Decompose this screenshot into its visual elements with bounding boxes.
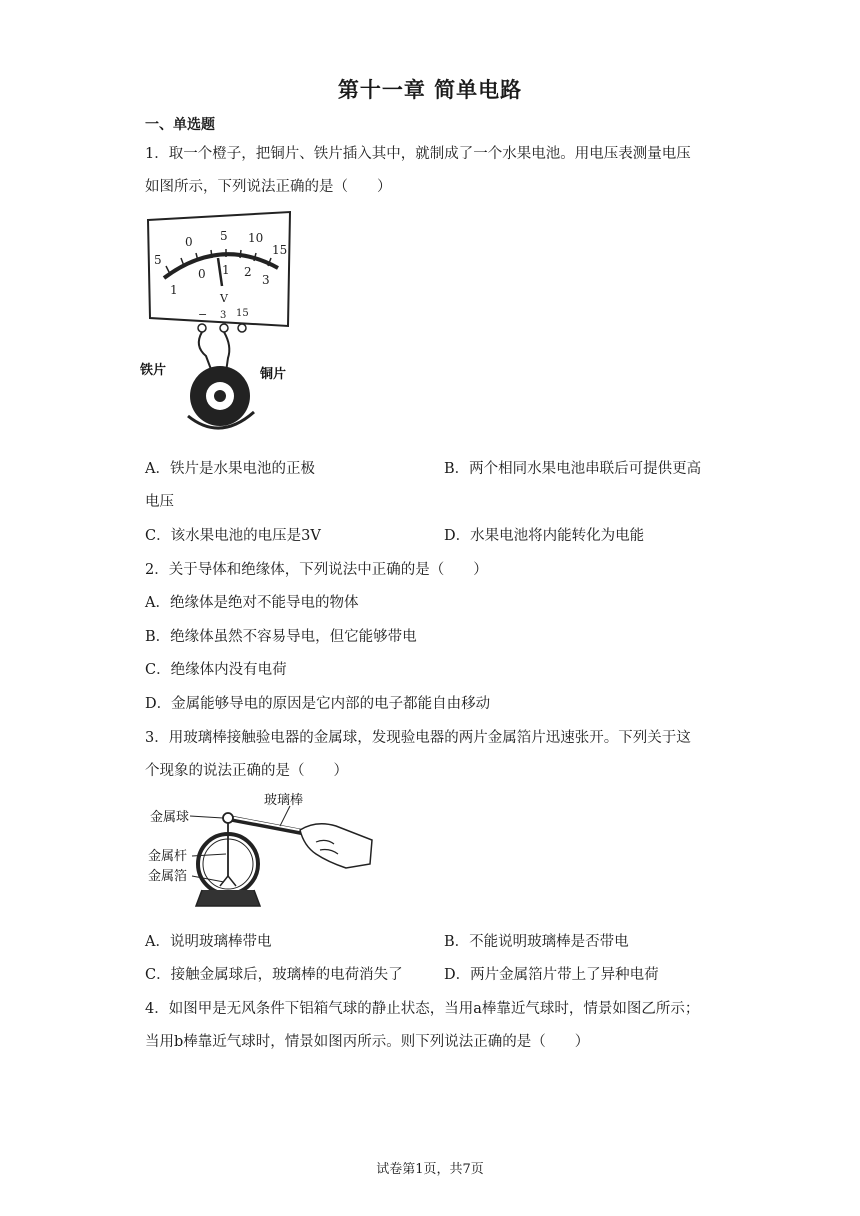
- lower-tick-label: 3: [262, 273, 270, 287]
- q3-option-c: C．接触金属球后，玻璃棒的电荷消失了: [145, 967, 403, 983]
- q3-option-d: D．两片金属箔片带上了异种电荷: [444, 967, 659, 983]
- terminal-neg-label: −: [198, 308, 208, 321]
- lower-tick-label: 0: [198, 267, 206, 281]
- upper-tick-label: 5: [220, 229, 228, 243]
- q1-option-d: D．水果电池将内能转化为电能: [444, 528, 645, 544]
- terminal-15-label: 15: [236, 308, 249, 319]
- q3-stem-line1: 3．用玻璃棒接触验电器的金属球，发现验电器的两片金属箔片迅速张开。下列关于这: [145, 730, 691, 746]
- q2-option-c: C．绝缘体内没有电荷: [145, 662, 287, 678]
- upper-tick-label: 10: [248, 231, 264, 245]
- upper-tick-label: 5: [154, 253, 162, 267]
- q1-stem-line1: 1．取一个橙子，把铜片、铁片插入其中，就制成了一个水果电池。用电压表测量电压: [145, 146, 691, 162]
- q2-option-a: A．绝缘体是绝对不能导电的物体: [145, 595, 359, 611]
- upper-tick-label: 0: [185, 235, 193, 249]
- q4-stem-line1: 4．如图甲是无风条件下铝箱气球的静止状态，当用a棒靠近气球时，情景如图乙所示；: [145, 1001, 700, 1017]
- q1-stem-line2: 如图所示，下列说法正确的是（ ）: [145, 179, 392, 195]
- chapter-title: 第十一章 简单电路: [337, 78, 523, 102]
- electroscope-figure: [140, 790, 380, 916]
- q4-stem-line2: 当用b棒靠近气球时，情景如图丙所示。则下列说法正确的是（ ）: [145, 1034, 590, 1050]
- q3-option-b: B．不能说明玻璃棒是否带电: [444, 934, 629, 950]
- q2-option-b: B．绝缘体虽然不容易导电，但它能够带电: [145, 629, 417, 645]
- metal-ball-label: 金属球: [150, 810, 190, 825]
- q2-option-d: D．金属能够导电的原因是它内部的电子都能自由移动: [145, 696, 491, 712]
- lower-tick-label: 1: [170, 283, 178, 297]
- voltmeter-fruit-battery-figure: [140, 206, 300, 438]
- q1-option-b: B．两个相同水果电池串联后可提供更高: [444, 461, 702, 477]
- metal-foil-label: 金属箔: [148, 869, 188, 884]
- page-footer: 试卷第1页，共7页: [376, 1162, 484, 1177]
- section-heading: 一、单选题: [145, 117, 215, 133]
- terminal-3-label: 3: [220, 310, 227, 321]
- copper-plate-label: 铜片: [260, 367, 287, 382]
- voltmeter-unit: V: [220, 292, 228, 305]
- q1-option-b-continuation: 电压: [145, 494, 174, 510]
- q2-stem: 2．关于导体和绝缘体，下列说法中正确的是（ ）: [145, 562, 488, 578]
- upper-tick-label: 15: [272, 243, 288, 257]
- q1-option-c: C．该水果电池的电压是3V: [145, 528, 321, 544]
- q3-stem-line2: 个现象的说法正确的是（ ）: [145, 763, 348, 779]
- lower-tick-label: 2: [244, 265, 252, 279]
- q1-option-a: A．铁片是水果电池的正极: [145, 461, 315, 477]
- iron-plate-label: 铁片: [140, 363, 167, 378]
- glass-rod-label: 玻璃棒: [264, 793, 304, 808]
- metal-bar-label: 金属杆: [148, 849, 188, 864]
- q3-option-a: A．说明玻璃棒带电: [145, 934, 272, 950]
- lower-tick-label: 1: [222, 263, 230, 277]
